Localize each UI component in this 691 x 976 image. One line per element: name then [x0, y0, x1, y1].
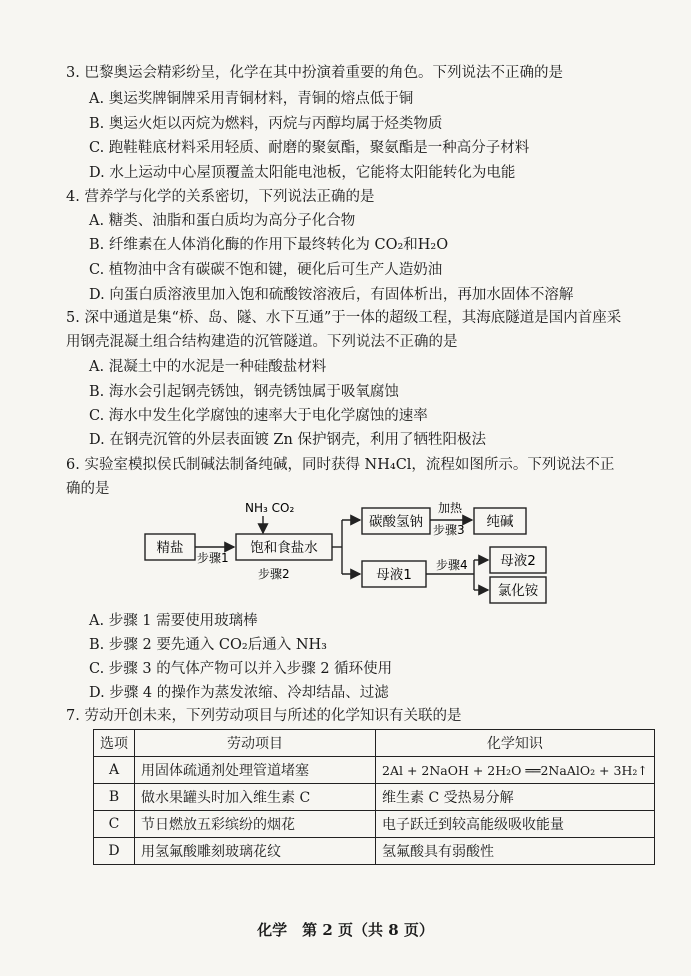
table-cell-labor: 做水果罐头时加入维生素 C — [135, 784, 376, 811]
question-6-option-b: B. 步骤 2 要先通入 CO₂后通入 NH₃ — [89, 637, 327, 653]
question-5-option-d: D. 在钢壳沉管的外层表面镀 Zn 保护钢壳，利用了牺牲阳极法 — [89, 432, 486, 448]
table-cell-labor: 用固体疏通剂处理管道堵塞 — [135, 757, 376, 784]
table-header-option: 选项 — [94, 730, 135, 757]
question-7-stem: 7. 劳动开创未来，下列劳动项目与所述的化学知识有关联的是 — [66, 708, 462, 724]
table-cell-knowledge: 维生素 C 受热易分解 — [376, 784, 655, 811]
table-cell-knowledge: 2Al + 2NaOH + 2H₂O ══2NaAlO₂ + 3H₂↑ — [376, 757, 655, 784]
question-6-option-d: D. 步骤 4 的操作为蒸发浓缩、冷却结晶、过滤 — [89, 685, 389, 701]
box-brine-label: 饱和食盐水 — [250, 540, 318, 556]
table-cell-labor: 节日燃放五彩缤纷的烟花 — [135, 811, 376, 838]
heat-label: 加热 — [438, 501, 463, 515]
step2-label: 步骤2 — [258, 567, 290, 581]
question-4-option-c: C. 植物油中含有碳碳不饱和键，硬化后可生产人造奶油 — [89, 262, 443, 278]
table-cell-option: B — [94, 784, 135, 811]
process-flow-diagram — [0, 496, 691, 611]
question-3-stem: 3. 巴黎奥运会精彩纷呈，化学在其中扮演着重要的角色。下列说法不正确的是 — [66, 65, 563, 81]
table-header-row — [94, 730, 655, 757]
question-4-option-a: A. 糖类、油脂和蛋白质均为高分子化合物 — [89, 213, 356, 229]
question-4-option-b: B. 纤维素在人体消化酶的作用下最终转化为 CO₂和H₂O — [89, 237, 449, 253]
table-row — [94, 811, 655, 838]
step3-label: 步骤3 — [433, 523, 465, 537]
question-6-option-c: C. 步骤 3 的气体产物可以并入步骤 2 循环使用 — [89, 661, 393, 677]
question-3-option-c: C. 跑鞋鞋底材料采用轻质、耐磨的聚氨酯，聚氨酯是一种高分子材料 — [89, 140, 530, 156]
gas-input-label: NH₃ CO₂ — [245, 501, 295, 515]
table-row — [94, 757, 655, 784]
page-footer: 化学 第 2 页（共 8 页） — [257, 921, 434, 939]
table-header-knowledge: 化学知识 — [376, 730, 655, 757]
question-5-stem: 5. 深中通道是集“桥、岛、隧、水下互通”于一体的超级工程，其海底隧道是国内首座采用钢壳混凝土组合结构建造的沉管隧道。下列说法不正确的是 — [66, 310, 622, 350]
table-cell-knowledge: 电子跃迁到较高能级吸收能量 — [376, 811, 655, 838]
box-mother2-label: 母液2 — [500, 553, 536, 569]
question-6-option-a: A. 步骤 1 需要使用玻璃棒 — [89, 613, 258, 629]
question-5-option-a: A. 混凝土中的水泥是一种硅酸盐材料 — [89, 359, 327, 375]
step4-label: 步骤4 — [436, 558, 468, 572]
table-row — [94, 784, 655, 811]
table-cell-option: A — [94, 757, 135, 784]
question-7-table — [93, 729, 655, 865]
box-nh4cl-label: 氯化铵 — [497, 583, 539, 599]
box-salt-label: 精盐 — [156, 540, 184, 556]
question-3-option-b: B. 奥运火炬以丙烷为燃料，丙烷与丙醇均属于烃类物质 — [89, 116, 443, 132]
table-cell-option: D — [94, 838, 135, 865]
table-cell-knowledge: 氢氟酸具有弱酸性 — [376, 838, 655, 865]
box-soda-label: 纯碱 — [486, 514, 514, 530]
table-cell-labor: 用氢氟酸雕刻玻璃花纹 — [135, 838, 376, 865]
table-cell-option: C — [94, 811, 135, 838]
step1-label: 步骤1 — [197, 551, 229, 565]
question-4-stem: 4. 营养学与化学的关系密切，下列说法正确的是 — [66, 189, 375, 205]
question-3-option-d: D. 水上运动中心屋顶覆盖太阳能电池板，它能将太阳能转化为电能 — [89, 165, 516, 181]
question-6-stem: 6. 实验室模拟侯氏制碱法制备纯碱，同时获得 NH₄Cl，流程如图所示。下列说法不正确的是 — [66, 457, 615, 497]
table-header-labor: 劳动项目 — [135, 730, 376, 757]
question-4-option-d: D. 向蛋白质溶液里加入饱和硫酸铵溶液后，有固体析出，再加水固体不溶解 — [89, 287, 574, 303]
question-3-option-a: A. 奥运奖牌铜牌采用青铜材料，青铜的熔点低于铜 — [89, 91, 414, 107]
box-bicarb-label: 碳酸氢钠 — [369, 514, 423, 530]
table-row — [94, 838, 655, 865]
question-5-option-c: C. 海水中发生化学腐蚀的速率大于电化学腐蚀的速率 — [89, 408, 428, 424]
question-5-option-b: B. 海水会引起钢壳锈蚀，钢壳锈蚀属于吸氧腐蚀 — [89, 384, 399, 400]
box-mother1-label: 母液1 — [376, 567, 412, 583]
